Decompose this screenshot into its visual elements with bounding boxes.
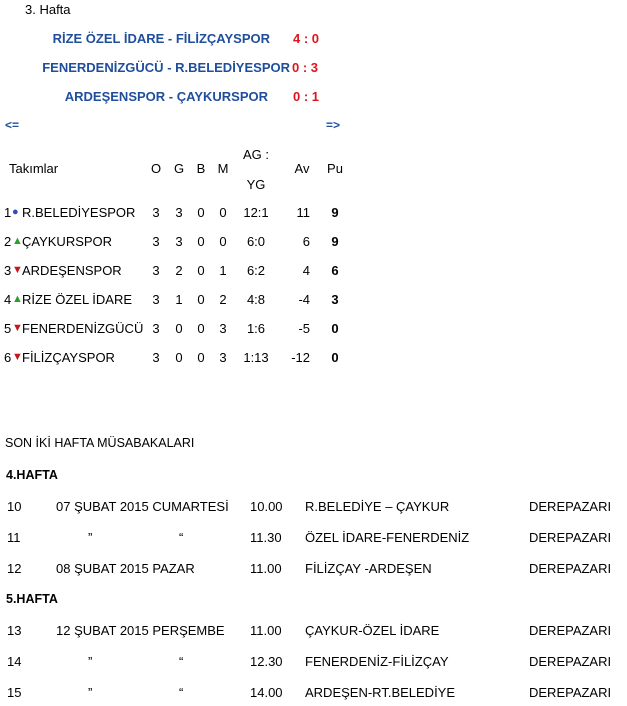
points: 0 [331, 350, 339, 365]
game-match: R.BELEDİYE – ÇAYKUR [305, 499, 450, 514]
rank: 5 [4, 321, 12, 336]
match-separator: - [163, 60, 176, 75]
game-number: 15 [7, 685, 22, 700]
score-colon: : [300, 31, 312, 46]
table-row [0, 350, 360, 368]
average: 11 [296, 205, 310, 220]
rank: 3 [4, 263, 12, 278]
rank: 6 [4, 350, 12, 365]
home-team: RİZE ÖZEL İDARE [52, 31, 165, 46]
away-score: 0 [311, 31, 320, 46]
match-teams [42, 60, 290, 75]
game-number: 12 [7, 561, 22, 576]
game-venue: DEREPAZARI [529, 530, 612, 545]
lost: 1 [219, 263, 227, 278]
team-name: FENERDENİZGÜCÜ [22, 321, 144, 336]
won: 3 [175, 205, 183, 220]
played: 3 [152, 292, 160, 307]
away-score: 3 [310, 60, 319, 75]
header-lost: M [217, 161, 229, 176]
average: 4 [302, 263, 310, 278]
schedule-row [0, 623, 627, 641]
trend-down-icon: ▼ [12, 322, 23, 334]
match-separator: - [165, 89, 177, 104]
lost: 3 [219, 321, 227, 336]
drawn: 0 [197, 263, 205, 278]
game-match: ARDEŞEN-RT.BELEDİYE [305, 685, 456, 700]
table-row [0, 234, 360, 252]
away-score: 1 [311, 89, 320, 104]
game-match: ÖZEL İDARE-FENERDENİZ [305, 530, 470, 545]
game-venue: DEREPAZARI [529, 499, 612, 514]
header-won: G [173, 161, 185, 176]
points: 3 [331, 292, 339, 307]
game-date: ” “ [88, 530, 184, 545]
header-points: Pu [327, 161, 343, 176]
header-played: O [150, 161, 162, 176]
points: 0 [331, 321, 339, 336]
points: 9 [331, 205, 339, 220]
goals: 1:13 [243, 350, 269, 365]
goals: 4:8 [246, 292, 266, 307]
game-time: 11.30 [250, 530, 282, 545]
game-date: 08 ŞUBAT 2015 PAZAR [56, 561, 195, 576]
drawn: 0 [197, 321, 205, 336]
rank: 1 [4, 205, 12, 220]
rank: 4 [4, 292, 12, 307]
header-drawn: B [196, 161, 206, 176]
match-separator: - [164, 31, 176, 46]
week-heading: 5.HAFTA [6, 592, 58, 606]
table-row [0, 205, 360, 223]
week-heading: 4.HAFTA [6, 468, 58, 482]
played: 3 [152, 321, 160, 336]
home-score: 0 [293, 89, 301, 104]
game-date: ” “ [88, 654, 184, 669]
game-number: 10 [7, 499, 22, 514]
schedule-row [0, 654, 627, 672]
game-number: 11 [7, 530, 21, 545]
drawn: 0 [197, 350, 205, 365]
trend-up-icon: ▲ [12, 235, 23, 247]
won: 3 [175, 234, 183, 249]
drawn: 0 [197, 205, 205, 220]
match-row [0, 60, 340, 78]
game-match: ÇAYKUR-ÖZEL İDARE [305, 623, 440, 638]
played: 3 [152, 205, 160, 220]
schedule-row [0, 530, 627, 548]
game-time: 12.30 [250, 654, 283, 669]
header-average: Av [294, 161, 310, 176]
score-colon: : [300, 89, 312, 104]
schedule-row [0, 499, 627, 517]
team-name: RİZE ÖZEL İDARE [22, 292, 133, 307]
next-week-link[interactable]: => [326, 118, 341, 132]
trend-down-icon: ▼ [12, 351, 23, 363]
goals: 12:1 [243, 205, 269, 220]
header-goals-for: AG : [242, 147, 269, 162]
prev-week-link[interactable]: <= [5, 118, 20, 132]
home-team: FENERDENİZGÜCÜ [42, 60, 164, 75]
match-row [0, 31, 340, 49]
played: 3 [152, 350, 160, 365]
won: 2 [175, 263, 183, 278]
table-row [0, 263, 360, 281]
goals: 1:6 [246, 321, 266, 336]
game-venue: DEREPAZARI [529, 561, 612, 576]
rank: 2 [4, 234, 12, 249]
average: 6 [302, 234, 310, 249]
lost: 3 [219, 350, 227, 365]
header-goals-against: YG [246, 177, 266, 192]
trend-up-icon: ▲ [12, 293, 23, 305]
away-team: ÇAYKURSPOR [176, 89, 268, 104]
home-team: ARDEŞENSPOR [64, 89, 166, 104]
match-teams [53, 31, 270, 46]
game-time: 10.00 [250, 499, 283, 514]
trend-down-icon: ▼ [12, 264, 23, 276]
lost: 0 [219, 234, 227, 249]
won: 1 [175, 292, 183, 307]
header-team: Takımlar [9, 161, 59, 176]
table-row [0, 321, 360, 339]
team-name: ARDEŞENSPOR [22, 263, 122, 278]
game-number: 14 [7, 654, 22, 669]
schedule-title: SON İKİ HAFTA MÜSABAKALARI [5, 436, 195, 450]
played: 3 [152, 234, 160, 249]
drawn: 0 [197, 292, 205, 307]
home-score: 4 [293, 31, 301, 46]
game-date: ” “ [88, 685, 184, 700]
schedule-row [0, 561, 627, 579]
match-row [0, 89, 340, 107]
played: 3 [152, 263, 160, 278]
game-number: 13 [7, 623, 22, 638]
score-colon: : [299, 60, 311, 75]
team-name: FİLİZÇAYSPOR [22, 350, 115, 365]
goals: 6:2 [246, 263, 266, 278]
lost: 0 [219, 205, 227, 220]
game-match: FENERDENİZ-FİLİZÇAY [305, 654, 449, 669]
average: -12 [291, 350, 310, 365]
trend-same-icon: ● [12, 206, 19, 218]
game-date: 12 ŞUBAT 2015 PERŞEMBE [56, 623, 225, 638]
team-name: R.BELEDİYESPOR [22, 205, 136, 220]
team-name: ÇAYKURSPOR [22, 234, 113, 249]
schedule-row [0, 685, 627, 703]
match-teams [65, 89, 268, 104]
won: 0 [175, 350, 183, 365]
game-time: 11.00 [250, 623, 282, 638]
table-row [0, 292, 360, 310]
game-time: 14.00 [250, 685, 283, 700]
game-venue: DEREPAZARI [529, 654, 612, 669]
lost: 2 [219, 292, 227, 307]
away-team: R.BELEDİYESPOR [175, 60, 290, 75]
game-venue: DEREPAZARI [529, 623, 612, 638]
game-match: FİLİZÇAY -ARDEŞEN [305, 561, 432, 576]
home-score: 0 [292, 60, 300, 75]
goals: 6:0 [246, 234, 266, 249]
drawn: 0 [197, 234, 205, 249]
average: -5 [298, 321, 310, 336]
week-title: 3. Hafta [25, 2, 71, 17]
match-score [293, 89, 319, 104]
away-team: FİLİZÇAYSPOR [175, 31, 270, 46]
game-date: 07 ŞUBAT 2015 CUMARTESİ [56, 499, 229, 514]
points: 9 [331, 234, 339, 249]
game-time: 11.00 [250, 561, 282, 576]
average: -4 [298, 292, 310, 307]
won: 0 [175, 321, 183, 336]
match-score [292, 60, 318, 75]
game-venue: DEREPAZARI [529, 685, 612, 700]
match-score [293, 31, 319, 46]
points: 6 [331, 263, 339, 278]
